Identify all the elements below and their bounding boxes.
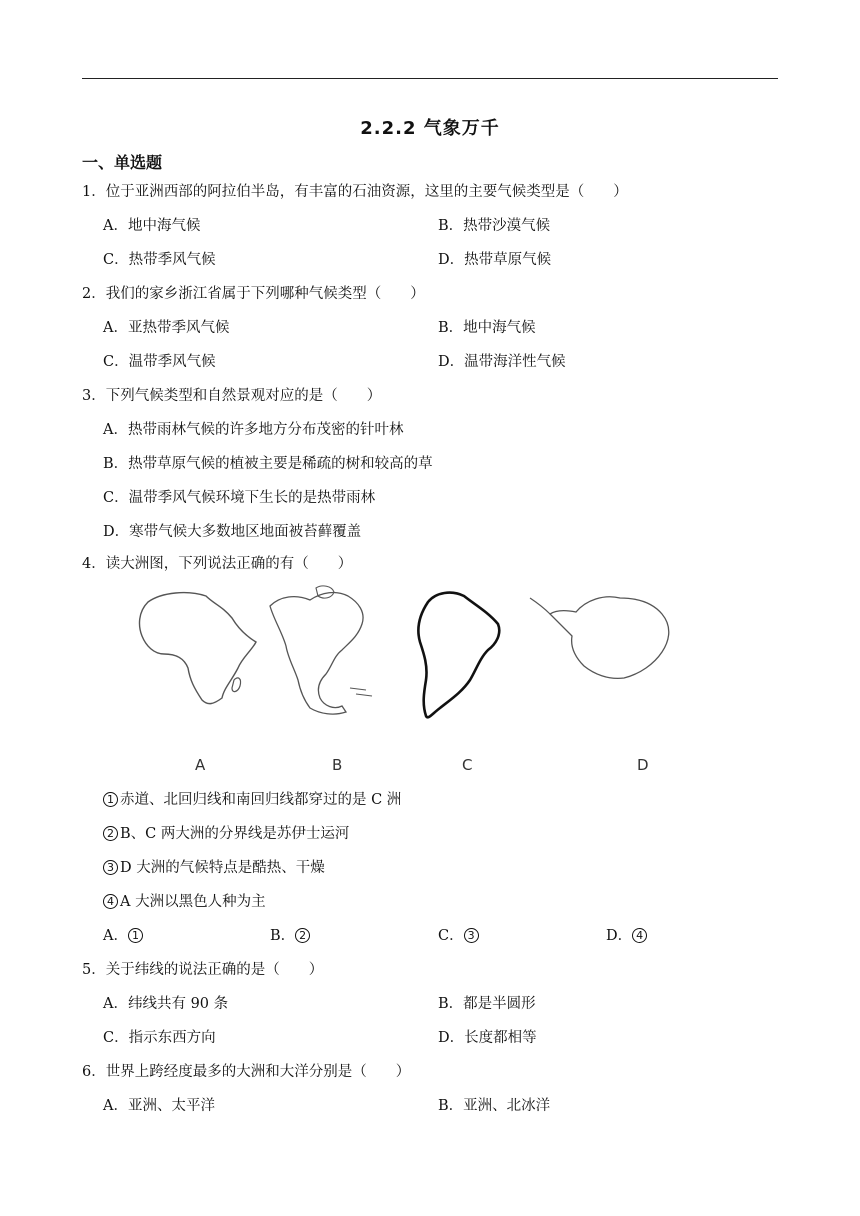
- question-4-option-c: [438, 924, 481, 945]
- question-3-option-d: D．寒带气候大多数地区地面被苔藓覆盖: [103, 524, 362, 540]
- map-label-d: D: [637, 756, 649, 774]
- option-letter: B．: [270, 928, 296, 944]
- statement-text: B、C 两大洲的分界线是苏伊士运河: [120, 826, 350, 842]
- caribbean-islands: [350, 688, 372, 696]
- page-title: 2.2.2 气象万千: [360, 118, 500, 139]
- question-2-option-d: D．温带海洋性气候: [438, 354, 566, 370]
- antarctic-peninsula: [530, 598, 550, 614]
- question-2-option-a: A．亚热带季风气候: [103, 320, 230, 336]
- question-1-option-b: B．热带沙漠气候: [438, 218, 551, 234]
- statement-text: 赤道、北回归线和南回归线都穿过的是 C 洲: [120, 792, 402, 808]
- question-2-option-b: B．地中海气候: [438, 320, 536, 336]
- question-6-option-b: B．亚洲、北冰洋: [438, 1098, 551, 1114]
- question-6-option-a: A．亚洲、太平洋: [103, 1098, 215, 1114]
- option-letter: A．: [103, 928, 128, 944]
- question-1-option-c: C．热带季风气候: [103, 252, 216, 268]
- circled-number: 4: [632, 928, 647, 943]
- question-4-statement-3: [103, 856, 325, 877]
- question-4-stem: 4．读大洲图，下列说法正确的有（ ）: [82, 556, 353, 572]
- header-rule: [82, 78, 778, 79]
- question-4-option-b: [270, 924, 312, 945]
- map-label-a: A: [195, 756, 206, 774]
- question-5-option-c: C．指示东西方向: [103, 1030, 216, 1046]
- madagascar-outline: [232, 678, 241, 692]
- question-4-statement-1: [103, 788, 401, 809]
- question-4-statement-2: [103, 822, 349, 843]
- map-label-c: C: [462, 756, 473, 774]
- statement-text: D 大洲的气候特点是酷热、干燥: [120, 860, 325, 876]
- continent-maps: [110, 584, 690, 774]
- section-heading: 一、单选题: [82, 153, 163, 172]
- question-5-option-a: A．纬线共有 90 条: [103, 996, 229, 1012]
- north-america-outline: [270, 593, 363, 715]
- question-5-stem: 5．关于纬线的说法正确的是（ ）: [82, 962, 324, 978]
- question-3-option-a: A．热带雨林气候的许多地方分布茂密的针叶林: [103, 422, 404, 438]
- south-america-outline: [418, 593, 499, 718]
- africa-outline: [140, 593, 256, 704]
- circled-number: 1: [128, 928, 143, 943]
- question-4-statement-4: [103, 890, 266, 911]
- question-4-option-d: [606, 924, 649, 945]
- question-5-option-b: B．都是半圆形: [438, 996, 536, 1012]
- antarctica-outline: [550, 597, 669, 679]
- circled-number: 2: [103, 826, 118, 841]
- circled-number: 3: [103, 860, 118, 875]
- question-3-stem: 3．下列气候类型和自然景观对应的是（ ）: [82, 388, 382, 404]
- question-5-option-d: D．长度都相等: [438, 1030, 537, 1046]
- statement-text: A 大洲以黑色人种为主: [120, 894, 266, 910]
- question-1-stem: 1．位于亚洲西部的阿拉伯半岛，有丰富的石油资源，这里的主要气候类型是（ ）: [82, 184, 628, 200]
- question-3-option-b: B．热带草原气候的植被主要是稀疏的树和较高的草: [103, 456, 433, 472]
- question-6-stem: 6．世界上跨经度最多的大洲和大洋分别是（ ）: [82, 1064, 411, 1080]
- option-letter: D．: [606, 928, 633, 944]
- question-1-option-d: D．热带草原气候: [438, 252, 552, 268]
- question-2-stem: 2．我们的家乡浙江省属于下列哪种气候类型（ ）: [82, 286, 425, 302]
- option-letter: C．: [438, 928, 464, 944]
- map-label-b: B: [332, 756, 343, 774]
- circled-number: 4: [103, 894, 118, 909]
- circled-number: 1: [103, 792, 118, 807]
- question-2-option-c: C．温带季风气候: [103, 354, 216, 370]
- question-3-option-c: C．温带季风气候环境下生长的是热带雨林: [103, 490, 376, 506]
- question-1-option-a: A．地中海气候: [103, 218, 201, 234]
- circled-number: 3: [464, 928, 479, 943]
- question-4-option-a: [103, 924, 145, 945]
- circled-number: 2: [295, 928, 310, 943]
